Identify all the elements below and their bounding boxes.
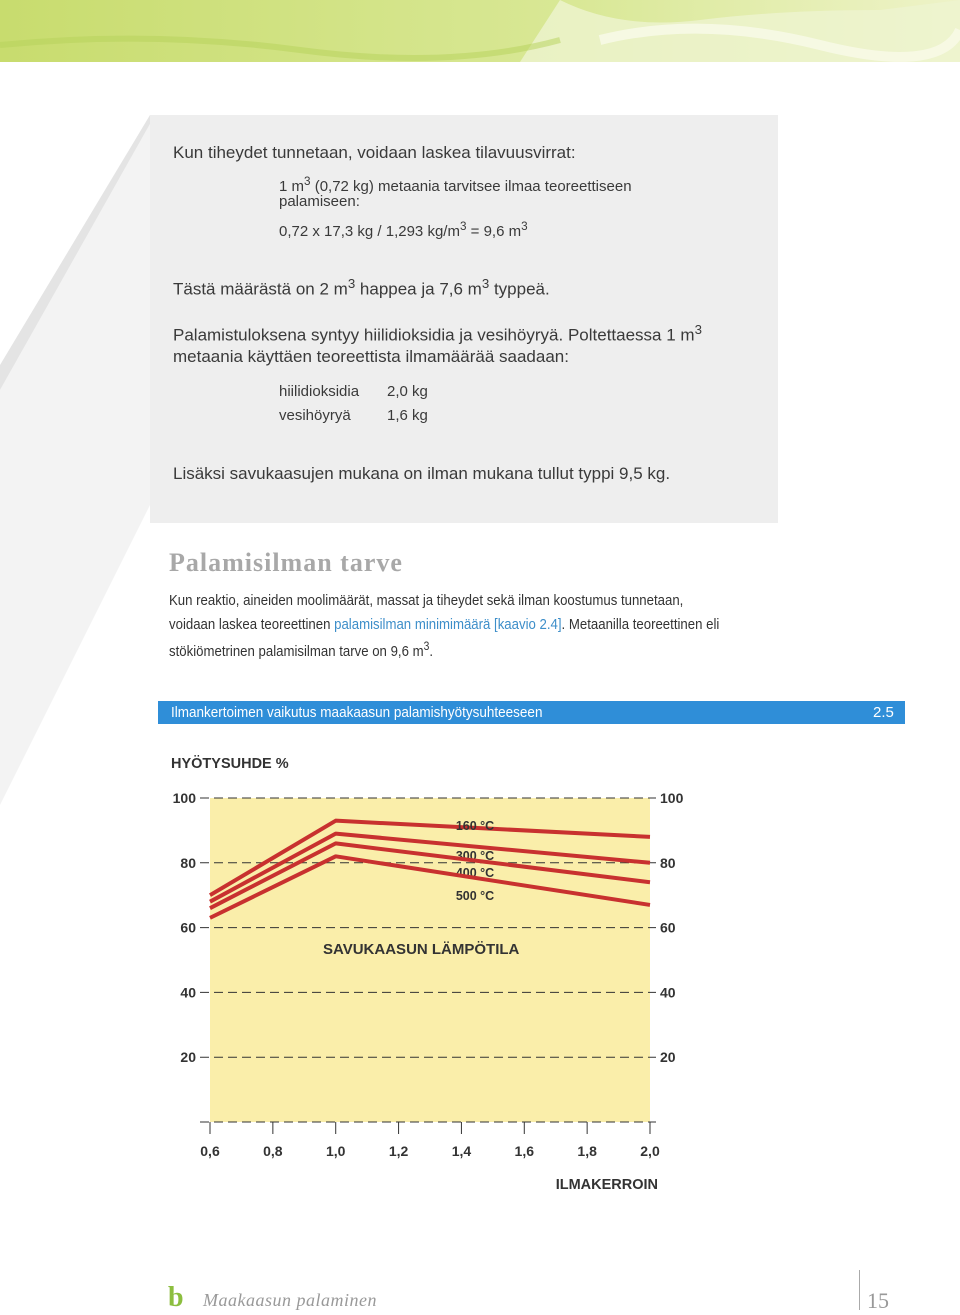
diagram-reference-link[interactable]: palamisilman minimimäärä [kaavio 2.4]	[334, 616, 562, 633]
y-tick-label-left: 100	[172, 790, 196, 806]
x-tick-label: 0,8	[263, 1143, 283, 1159]
figure-number: 2.5	[873, 704, 894, 721]
y-tick-label-right: 60	[660, 919, 676, 936]
box-intro: Kun tiheydet tunnetaan, voidaan laskea tilavuusvirrat:	[173, 143, 576, 162]
series-label-0: 160 °C	[455, 819, 495, 833]
x-tick-label: 1,4	[451, 1143, 472, 1159]
y-tick-label-left: 80	[180, 854, 196, 871]
y-tick-label-left: 60	[180, 919, 196, 936]
series-label-2: 400 °C	[455, 866, 495, 880]
y-tick-label-left: 40	[180, 984, 196, 1001]
y-axis-title: HYÖTYSUHDE %	[171, 756, 289, 772]
series-label-1: 300 °C	[455, 849, 495, 863]
header-banner	[0, 0, 960, 62]
series-label-3: 500 °C	[455, 889, 495, 903]
y-tick-label-right: 100	[660, 790, 684, 806]
section-paragraph-line-1: Kun reaktio, aineiden moolimäärät, massat ja tiheydet sekä ilman koostumus tunnetaan,	[169, 592, 684, 609]
x-tick-label: 1,0	[325, 1143, 346, 1159]
section-paragraph-line-3: stökiömetrinen palamisilman tarve on 9,6 $m^3$.	[169, 640, 433, 660]
brand-logo: b	[168, 1282, 184, 1313]
page-fold-decoration	[0, 115, 155, 805]
oxygen-line: Tästä määrästä on 2 $m^3$ happea ja 7,6 $m^3$ typpeä.	[173, 276, 550, 299]
plot-area	[210, 798, 650, 1122]
calculation-line: 0,72 x 17,3 kg / 1,293 $kg/m^3 = 9,6$ $m^3$	[279, 220, 528, 240]
air-line-2: palamiseen:	[279, 193, 360, 210]
products-line-2: metaania käyttäen teoreettista ilmamäärää saadaan:	[173, 347, 569, 366]
h2o-label: vesihöyryä	[279, 407, 351, 424]
x-tick-label: 1,8	[577, 1143, 597, 1159]
page-number: 15	[867, 1288, 889, 1313]
y-tick-label-right: 40	[660, 984, 676, 1001]
y-tick-label-right: 20	[660, 1049, 676, 1066]
y-tick-label-left: 20	[180, 1049, 196, 1066]
x-tick-label: 0,6	[200, 1143, 220, 1159]
footer-title: Maakaasun palaminen	[203, 1290, 377, 1310]
footer-divider	[859, 1270, 860, 1310]
products-line-1: Palamistuloksena syntyy hiilidioksidia ja vesihöyryä. Poltettaessa 1 $m^3$	[173, 322, 702, 345]
nitrogen-line: Lisäksi savukaasujen mukana on ilman mukana tullut typpi 9,5 kg.	[173, 464, 671, 483]
section-heading: Palamisilman tarve	[169, 548, 403, 577]
h2o-value: 1,6 kg	[387, 407, 428, 424]
x-tick-label: 2,0	[640, 1143, 660, 1159]
section-paragraph-line-2: voidaan laskea teoreettinen palamisilman minimimäärä [kaavio 2.4]. Metaanilla teoreettinen eli	[169, 616, 720, 633]
figure-title: Ilmankertoimen vaikutus maakaasun palamishyötysuhteeseen	[171, 704, 543, 721]
co2-value: 2,0 kg	[387, 383, 428, 400]
y-tick-label-right: 80	[660, 854, 676, 871]
x-axis-title: ILMAKERROIN	[555, 1177, 658, 1193]
plot-annotation: SAVUKAASUN LÄMPÖTILA	[323, 941, 520, 958]
x-tick-label: 1,6	[514, 1143, 535, 1159]
efficiency-chart	[0, 730, 960, 1200]
air-line-1: 1 $m^3$ (0,72 kg) metaania tarvitsee ilmaa teoreettiseen	[279, 175, 632, 195]
co2-label: hiilidioksidia	[279, 383, 360, 400]
x-tick-label: 1,2	[388, 1143, 409, 1159]
